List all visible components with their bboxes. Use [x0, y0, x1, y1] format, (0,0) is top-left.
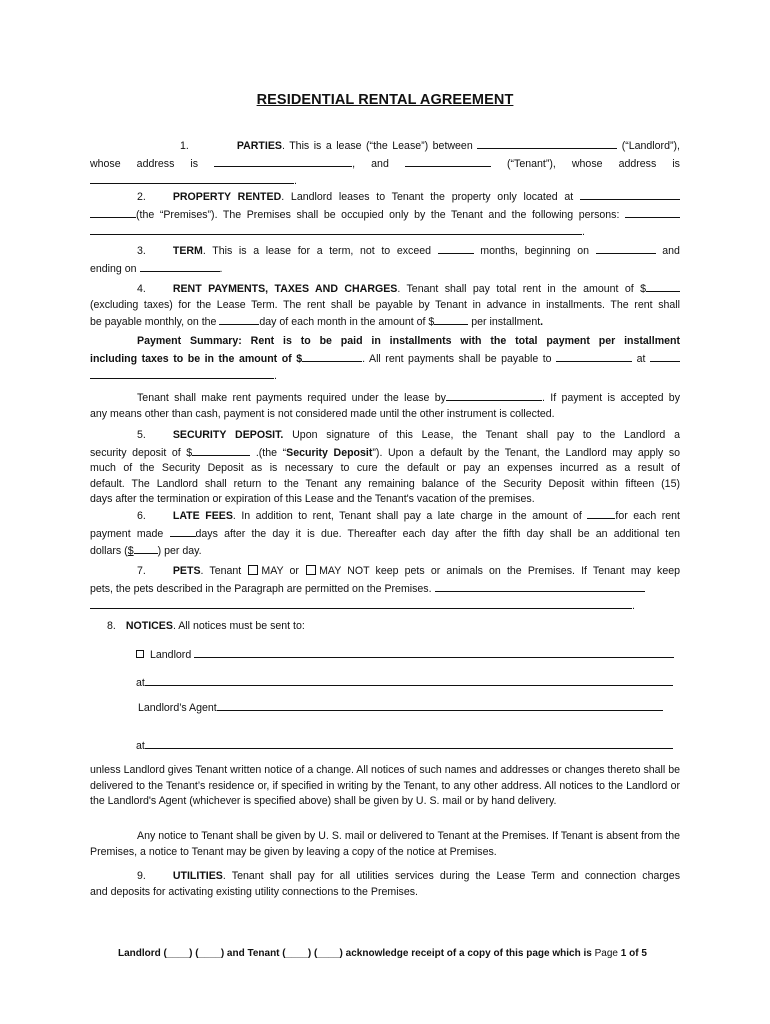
section-late-fees: 6. LATE FEES. In addition to rent, Tenant shall pay a late charge in the amount of for each rent payment made days after the day it is due. Thereafter each day after the fifth day shall be an additional ten dollars ($ ) per day.: [90, 507, 680, 560]
section-rent-payments: 4. RENT PAYMENTS, TAXES AND CHARGES. Tenant shall pay total rent in the amount of $ (excluding taxes) for the Lease Term. The rent shall be payable by Tenant in advance in installments. The rent shall be payable monthly, on the day of each month in the amount of $ per installment.: [90, 280, 680, 331]
security-deposit-blank[interactable]: [192, 444, 250, 456]
parties-heading: PARTIES: [236, 140, 282, 152]
late-fees-heading: LATE FEES: [172, 510, 233, 522]
late-charge-blank[interactable]: [587, 507, 615, 519]
payment-summary: Payment Summary: Rent is to be paid in installments with the total payment per installment including taxes to be in the amount of $ . All rent payments shall be payable to at .: [90, 335, 680, 383]
landlord-notice-checkbox[interactable]: [136, 650, 144, 658]
notices-paragraph-1: unless Landlord gives Tenant written notice of a change. All notices of such names and addresses or changes thereto shall be delivered to the Tenant’s residence or, if specified in writing by the Tenant, to any other address. All notices to the Landlord or the Landlord's Agent (whichever is specified above) shall be given by U. S. mail or by hand delivery.: [90, 764, 680, 808]
landlord-notice-address-blank[interactable]: [145, 674, 673, 686]
payment-terms: Tenant shall make rent payments required under the lease by . If payment is accepted by any means other than cash, payment is not considered made until the other instrument is collected.: [90, 389, 680, 422]
section-notices: 8. NOTICES. All notices must be sent to:: [107, 620, 305, 632]
property-location-blank[interactable]: [580, 188, 680, 200]
property-heading: PROPERTY RENTED: [172, 191, 282, 203]
notice-landlord-line: Landlord: [136, 646, 676, 664]
pets-may-not-checkbox[interactable]: [306, 565, 316, 575]
term-heading: TERM: [172, 245, 203, 257]
occupants-blank-2[interactable]: [90, 223, 582, 235]
landlord-address-blank[interactable]: [214, 155, 352, 167]
section-property-rented: 2. PROPERTY RENTED. Landlord leases to Tenant the property only located at (the “Premises”). The Premises shall be occupied only by the Tenant and the following persons: .: [90, 188, 680, 241]
property-location-blank-2[interactable]: [90, 206, 136, 218]
section-utilities: 9. UTILITIES. Tenant shall pay for all utilities services during the Lease Term and connection charges and deposits for activating existing utility connections to the Premises.: [90, 870, 680, 898]
pets-description-blank-2[interactable]: [90, 597, 632, 609]
utilities-heading: UTILITIES: [172, 870, 223, 882]
landlord-name-blank[interactable]: [477, 137, 617, 149]
installment-amount-blank[interactable]: [434, 313, 468, 325]
page-footer: Landlord (____) (____) and Tenant (____) (____) acknowledge receipt of a copy of this page which is Page 1 of 5: [118, 948, 647, 959]
payable-to-blank[interactable]: [556, 350, 632, 362]
page-number: 1: [620, 948, 627, 959]
agent-notice-address-blank[interactable]: [145, 737, 673, 749]
pets-heading: PETS: [172, 565, 201, 577]
summary-amount-blank[interactable]: [302, 350, 362, 362]
section-pets: 7. PETS. Tenant MAY or MAY NOT keep pets or animals on the Premises. If Tenant may keep pets, the pets described in the Paragraph are permitted on the Premises. .: [90, 565, 680, 613]
landlord-notice-blank[interactable]: [194, 646, 674, 658]
agent-notice-blank[interactable]: [217, 699, 663, 711]
section-parties: 1. PARTIES. This is a lease (“the Lease”) between (“Landlord”), whose address is , and (“Tenant”), whose address is .: [90, 137, 680, 190]
document-title: RESIDENTIAL RENTAL AGREEMENT: [256, 92, 514, 108]
page-total: 5: [641, 948, 647, 959]
payable-at-blank[interactable]: [650, 350, 680, 362]
term-months-blank[interactable]: [438, 242, 474, 254]
pets-description-blank[interactable]: [435, 580, 645, 592]
tenant-name-blank[interactable]: [405, 155, 491, 167]
term-end-blank[interactable]: [140, 260, 220, 272]
section-term: 3. TERM. This is a lease for a term, not to exceed months, beginning on and ending on .: [90, 242, 680, 277]
notices-heading: NOTICES: [125, 620, 173, 632]
occupants-blank[interactable]: [625, 206, 680, 218]
rent-day-blank[interactable]: [219, 313, 259, 325]
term-start-blank[interactable]: [596, 242, 656, 254]
payable-at-blank-2[interactable]: [90, 367, 274, 379]
security-deposit-heading: SECURITY DEPOSIT.: [172, 429, 284, 441]
payment-due-blank[interactable]: [446, 389, 542, 401]
daily-late-fee-blank[interactable]: [134, 542, 158, 554]
pets-may-checkbox[interactable]: [248, 565, 258, 575]
total-rent-blank[interactable]: [646, 280, 680, 292]
tenant-address-blank[interactable]: [90, 172, 294, 184]
notice-agent-at-line: at: [136, 737, 676, 755]
notices-paragraph-2: Any notice to Tenant shall be given by U. S. mail or delivered to Tenant at the Premises. If Tenant is absent from the Premises, a notice to Tenant may be given by leaving a copy of the notice at Premises.: [90, 830, 680, 858]
late-days-blank[interactable]: [170, 525, 196, 537]
notice-landlord-at-line: at: [136, 674, 676, 692]
notice-agent-line: Landlord’s Agent: [138, 699, 678, 717]
section-security-deposit: 5. SECURITY DEPOSIT. Upon signature of this Lease, the Tenant shall pay to the Landlord a security deposit of $ .(the “Security Deposit”). Upon a default by the Tenant, the Landlord may apply so much of the Security Deposit as is necessary to cure the default or pay an expenses incurred as a result of default. The Landlord shall return to the Tenant any remaining balance of the Security Deposit within fifteen (15) days after the termination or expiration of this Lease and the Tenant's vacation of the premises.: [90, 429, 681, 506]
rent-heading: RENT PAYMENTS, TAXES AND CHARGES: [172, 283, 398, 295]
